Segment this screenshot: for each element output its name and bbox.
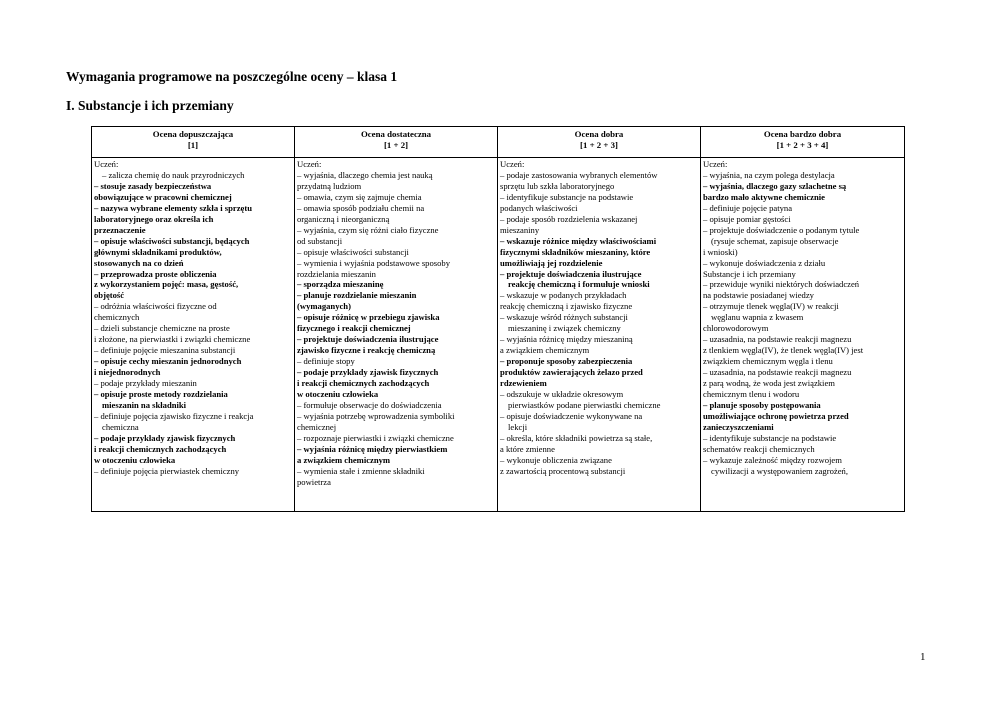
requirement-line: Uczeń:: [703, 159, 728, 169]
requirement-line: – definiuje stopy: [297, 356, 355, 367]
requirement-line: – otrzymuje tlenek węgla(IV) w reakcji: [703, 301, 839, 312]
requirement-line: – uzasadnia, na podstawie reakcji magnezu: [703, 334, 852, 345]
requirement-line: – opisuje właściwości substancji: [297, 246, 409, 257]
column-header-name: Ocena dobra: [574, 129, 624, 139]
requirement-line: i wnioski): [703, 246, 738, 257]
requirement-line: – sporządza mieszaninę: [297, 279, 384, 290]
column-header-code: [1 + 2]: [383, 140, 409, 150]
requirement-line: – opisuje różnicę w przebiegu zjawiska: [297, 312, 440, 323]
requirement-line: mieszanin na składniki: [102, 399, 187, 410]
requirement-line: w otoczeniu człowieka: [94, 454, 176, 465]
document-title: Wymagania programowe na poszczególne oceny – klasa 1: [66, 69, 398, 84]
requirements-cell: [92, 158, 295, 512]
requirement-line: produktów zawierających żelazo przed: [500, 367, 643, 378]
requirement-line: – omawia, czym się zajmuje chemia: [297, 191, 422, 202]
requirements-cell: [295, 158, 498, 512]
requirement-line: reakcję chemiczną i zjawisko fizyczne: [500, 301, 633, 312]
requirement-line: – formułuje obserwacje do doświadczenia: [297, 399, 442, 410]
requirement-line: obowiązujące w pracowni chemicznej: [94, 191, 232, 202]
requirement-line: i reakcji chemicznych zachodzących: [297, 378, 430, 389]
requirement-line: – wyjaśnia, dlaczego chemia jest nauką: [297, 169, 433, 180]
requirements-table: [91, 126, 905, 512]
requirement-line: – wskazuje różnice między właściwościami: [500, 235, 657, 246]
requirement-line: – definiuje pojęcia pierwiastek chemiczny: [94, 465, 240, 476]
column-header-code: [1]: [187, 140, 199, 150]
requirement-line: mieszaninę i związek chemiczny: [508, 323, 621, 334]
requirement-line: lekcji: [508, 421, 528, 432]
requirement-line: – proponuje sposoby zabezpieczenia: [500, 356, 633, 367]
table-header-row: [92, 127, 905, 158]
requirement-line: mieszaniny: [500, 224, 540, 235]
requirement-line: chemicznym tlenu i wodoru: [703, 389, 800, 400]
requirement-line: – wskazuje w podanych przykładach: [500, 290, 627, 301]
requirement-line: – opisuje właściwości substancji, będących: [94, 235, 250, 246]
requirement-line: zanieczyszczeniami: [703, 421, 774, 432]
requirement-line: – wyjaśnia różnicę między mieszaniną: [500, 334, 633, 345]
requirement-line: głównymi składnikami produktów,: [94, 246, 222, 257]
requirement-line: – projektuje doświadczenie o podanym tytule: [703, 224, 860, 235]
requirement-line: – określa, które składniki powietrza są stałe,: [500, 432, 653, 443]
requirement-line: – opisuje proste metody rozdzielania: [94, 389, 228, 400]
requirement-line: – wymienia stałe i zmienne składniki: [297, 465, 425, 476]
requirement-line: a które zmienne: [500, 443, 555, 454]
requirement-line: węglanu wapnia z kwasem: [711, 312, 804, 323]
requirement-line: na podstawie posiadanej wiedzy: [703, 290, 814, 301]
requirement-line: cywilizacji a występowaniem zagrożeń,: [711, 465, 848, 476]
table-row: [92, 158, 905, 512]
requirement-line: – podaje sposób rozdzielenia wskazanej: [500, 213, 638, 224]
requirement-line: rozdzielania mieszanin: [297, 268, 376, 279]
column-header: [498, 127, 701, 158]
requirement-line: – przeprowadza proste obliczenia: [94, 268, 217, 279]
section-heading: I. Substancje i ich przemiany: [66, 98, 234, 113]
column-header: [701, 127, 905, 158]
requirement-line: – odróżnia właściwości fizyczne od: [94, 301, 217, 312]
requirement-line: – podaje przykłady zjawisk fizycznych: [297, 367, 439, 378]
requirement-line: – dzieli substancje chemiczne na proste: [94, 323, 230, 334]
column-header: [92, 127, 295, 158]
requirement-line: z tlenkiem węgla(IV), że tlenek węgla(IV) jest: [703, 345, 864, 356]
requirement-line: schematów reakcji chemicznych: [703, 443, 815, 454]
requirement-line: z zawartością procentową substancji: [500, 465, 626, 476]
requirement-line: przeznaczenie: [94, 224, 146, 235]
requirement-line: – uzasadnia, na podstawie reakcji magnezu: [703, 367, 852, 378]
requirements-cell: [701, 158, 905, 512]
column-header-name: Ocena bardzo dobra: [763, 129, 842, 139]
requirements-cell: [498, 158, 701, 512]
column-header-name: Ocena dopuszczająca: [152, 129, 234, 139]
requirement-line: – podaje przykłady zjawisk fizycznych: [94, 432, 236, 443]
requirement-line: – definiuje pojęcie mieszanina substancji: [94, 345, 236, 356]
requirement-line: – definiuje pojęcia zjawisko fizyczne i reakcja: [94, 410, 254, 421]
requirement-line: – wykonuje obliczenia związane: [500, 454, 612, 465]
requirement-line: – planuje rozdzielanie mieszanin: [297, 290, 417, 301]
requirement-line: i niejednorodnych: [94, 367, 161, 378]
requirement-line: – wyjaśnia, na czym polega destylacja: [703, 169, 835, 180]
requirement-line: fizycznymi składników mieszaniny, które: [500, 246, 651, 257]
requirement-line: zjawisko fizyczne i reakcję chemiczną: [297, 345, 436, 356]
requirement-line: – planuje sposoby postępowania: [703, 399, 821, 410]
requirement-line: – wyjaśnia, dlaczego gazy szlachetne są: [703, 180, 847, 191]
requirement-line: rdzewieniem: [500, 378, 547, 389]
requirement-line: – podaje zastosowania wybranych elementów: [500, 169, 658, 180]
requirement-line: laboratoryjnego oraz określa ich: [94, 213, 214, 224]
requirement-line: – definiuje pojęcie patyna: [703, 202, 793, 213]
requirement-line: Uczeń:: [297, 159, 322, 169]
requirement-line: objętość: [94, 290, 125, 301]
requirement-line: – nazywa wybrane elementy szkła i sprzętu: [94, 202, 253, 213]
requirement-line: fizycznego i reakcji chemicznej: [297, 323, 411, 334]
requirement-line: powietrza: [297, 476, 331, 487]
requirement-line: – identyfikuje substancje na podstawie: [500, 191, 634, 202]
requirement-line: w otoczeniu człowieka: [297, 389, 379, 400]
requirement-line: (wymaganych): [297, 301, 351, 312]
requirement-line: – wyjaśnia różnicę między pierwiastkiem: [297, 443, 448, 454]
requirement-line: od substancji: [297, 235, 343, 246]
requirement-line: – identyfikuje substancje na podstawie: [703, 432, 837, 443]
requirement-line: reakcję chemiczną i formułuje wnioski: [508, 279, 650, 290]
requirement-line: – przewiduje wyniki niektórych doświadczeń: [703, 279, 860, 290]
requirement-line: – opisuje doświadczenie wykonywane na: [500, 410, 643, 421]
requirement-line: organiczną i nieorganiczną: [297, 213, 390, 224]
requirement-line: umożliwiają jej rozdzielenie: [500, 257, 603, 268]
requirement-line: Uczeń:: [94, 159, 119, 169]
column-header-code: [1 + 2 + 3 + 4]: [776, 140, 829, 150]
requirement-line: – opisuje pomiar gęstości: [703, 213, 791, 224]
requirement-line: umożliwiające ochronę powietrza przed: [703, 410, 849, 421]
requirement-line: chemicznych: [94, 312, 140, 323]
page-number: 1: [920, 651, 926, 663]
requirement-line: – wskazuje wśród różnych substancji: [500, 312, 628, 323]
requirement-line: przydatną ludziom: [297, 180, 362, 191]
requirement-line: – opisuje cechy mieszanin jednorodnych: [94, 356, 242, 367]
requirement-line: sprzętu lub szkła laboratoryjnego: [500, 180, 615, 191]
requirement-line: bardzo mało aktywne chemicznie: [703, 191, 825, 202]
requirement-line: chemiczna: [102, 421, 139, 432]
requirement-line: – wyjaśnia, czym się różni ciało fizyczne: [297, 224, 439, 235]
requirement-line: – stosuje zasady bezpieczeństwa: [94, 180, 212, 191]
requirement-line: z parą wodną, że woda jest związkiem: [703, 378, 835, 389]
column-header: [295, 127, 498, 158]
requirement-line: – wykazuje zależność między rozwojem: [703, 454, 842, 465]
requirement-line: – wymienia i wyjaśnia podstawowe sposoby: [297, 257, 450, 268]
requirement-line: związkiem chemicznym węgla i tlenu: [703, 356, 833, 367]
requirement-line: i reakcji chemicznych zachodzących: [94, 443, 227, 454]
requirement-line: – projektuje doświadczenia ilustrujące: [297, 334, 439, 345]
requirement-line: – wyjaśnia potrzebę wprowadzenia symboliki: [297, 410, 455, 421]
column-header-name: Ocena dostateczna: [360, 129, 432, 139]
requirement-line: – projektuje doświadczenia ilustrujące: [500, 268, 642, 279]
requirement-line: stosowanych na co dzień: [94, 257, 184, 268]
requirement-line: a związkiem chemicznym: [297, 454, 391, 465]
requirement-line: chlorowodorowym: [703, 323, 769, 334]
requirement-line: a związkiem chemicznym: [500, 345, 590, 356]
requirement-line: chemicznej: [297, 421, 337, 432]
requirement-line: – podaje przykłady mieszanin: [94, 378, 197, 389]
requirement-line: – zalicza chemię do nauk przyrodniczych: [102, 169, 245, 180]
requirement-line: – omawia sposób podziału chemii na: [297, 202, 425, 213]
requirement-line: Substancje i ich przemiany: [703, 268, 796, 279]
requirement-line: podanych właściwości: [500, 202, 578, 213]
requirement-line: – rozpoznaje pierwiastki i związki chemiczne: [297, 432, 454, 443]
requirement-line: Uczeń:: [500, 159, 525, 169]
requirement-line: – odszukuje w układzie okresowym: [500, 389, 624, 400]
column-header-code: [1 + 2 + 3]: [580, 140, 618, 150]
requirement-line: z wykorzystaniem pojęć: masa, gęstość,: [94, 279, 239, 290]
requirement-line: i złożone, na pierwiastki i związki chemiczne: [94, 334, 251, 345]
requirement-line: (rysuje schemat, zapisuje obserwacje: [711, 235, 839, 246]
requirement-line: – wykonuje doświadczenia z działu: [703, 257, 826, 268]
requirement-line: pierwiastków podane pierwiastki chemiczne: [508, 399, 661, 410]
